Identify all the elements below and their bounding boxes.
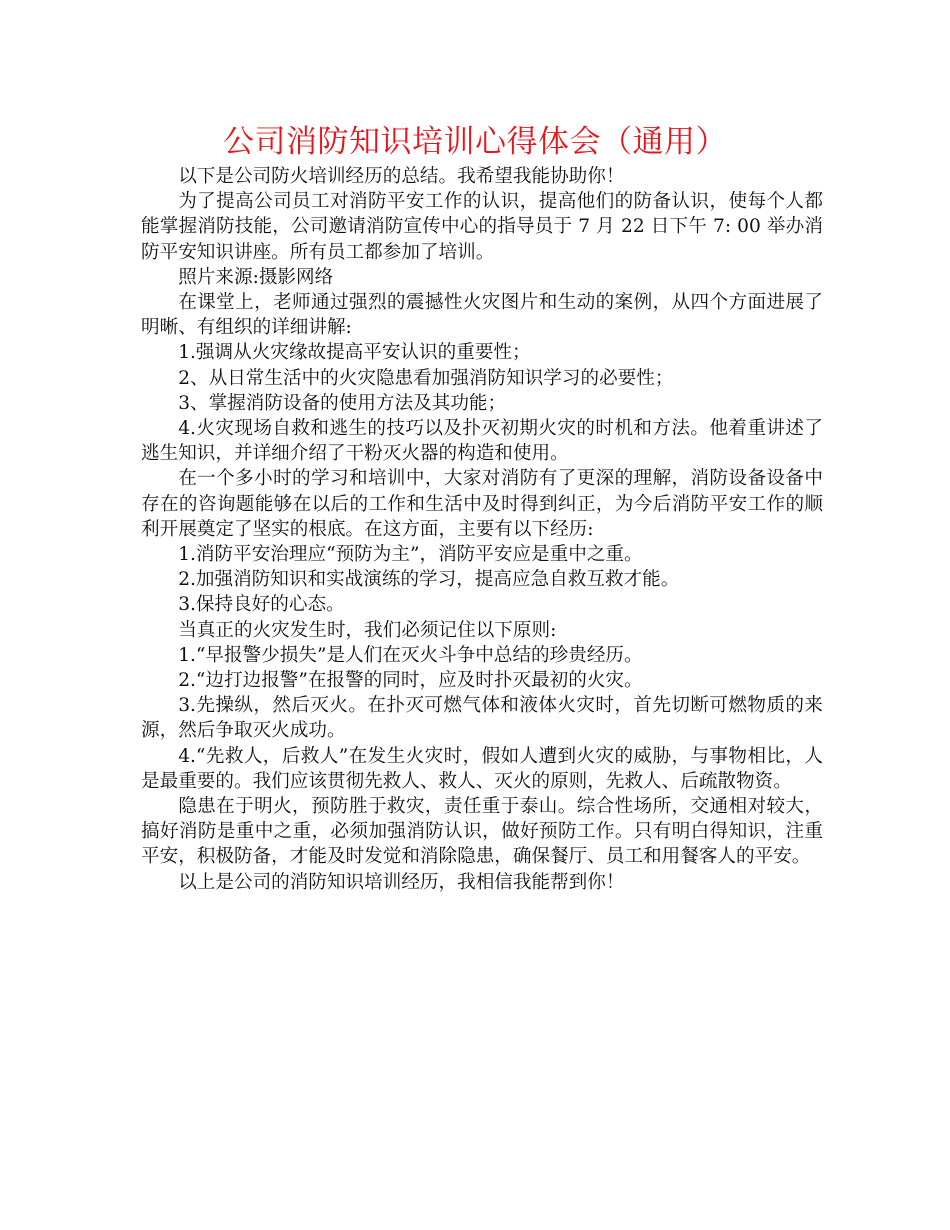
paragraph-principles: 当真正的火灾发生时，我们必须记住以下原则: — [178, 619, 557, 641]
list-item-principle-1: 1.“早报警少损失”是人们在灭火斗争中总结的珍贵经历。 — [178, 644, 643, 666]
paragraph-hazards: 隐患在于明火，预防胜于救灾，责任重于泰山。综合性场所，交通相对较大，搞好消防是重中之重，必须加强消防认识，做好预防工作。只有明白得知识，注重平安，积极防备，才能及时发觉和消除隐患，确保餐厅、员工和用餐客人的平安。 — [141, 796, 823, 868]
list-item-experience-3: 3.保持良好的心态。 — [178, 594, 345, 616]
list-item-lecture-1: 1.强调从火灾缘故提高平安认识的重要性； — [178, 342, 531, 364]
paragraph-lecture: 在课堂上，老师通过强烈的震撼性火灾图片和生动的案例，从四个方面进展了明晰、有组织的详细讲解: — [141, 292, 823, 339]
list-item-principle-4: 4.“先救人，后救人”在发生火灾时，假如人遭到火灾的威胁，与事物相比，人是最重要的。我们应该贯彻先救人、救人、灭火的原则，先救人、后疏散物资。 — [141, 745, 823, 792]
list-item-lecture-4: 4.火灾现场自救和逃生的技巧以及扑灭初期火灾的时机和方法。他着重讲述了逃生知识，并详细介绍了干粉灭火器的构造和使用。 — [141, 418, 823, 465]
list-item-principle-2: 2.“边打边报警”在报警的同时，应及时扑灭最初的火灾。 — [178, 670, 643, 692]
list-item-lecture-2: 2、从日常生活中的火灾隐患看加强消防知识学习的必要性； — [178, 367, 674, 389]
paragraph-background: 为了提高公司员工对消防平安工作的认识，提高他们的防备认识，使每个人都能掌握消防技能，公司邀请消防宣传中心的指导员于 7 月 22 日下午 7: 00 举办消防平安知识讲座。所有员工都参加了培训。 — [141, 191, 823, 263]
list-item-experience-2: 2.加强消防知识和实战演练的学习，提高应急自救互救才能。 — [178, 569, 680, 591]
list-item-principle-3: 3.先操纵，然后灭火。在扑灭可燃气体和液体火灾时，首先切断可燃物质的来源，然后争取灭火成功。 — [141, 695, 823, 742]
list-item-lecture-3: 3、掌握消防设备的使用方法及其功能； — [178, 392, 507, 414]
paragraph-photo-source: 照片来源:摄影网络 — [178, 266, 334, 288]
paragraph-conclusion: 以上是公司的消防知识培训经历，我相信我能帮到你！ — [178, 871, 625, 893]
document-title: 公司消防知识培训心得体会（通用） — [223, 124, 727, 160]
list-item-experience-1: 1.消防平安治理应“预防为主”，消防平安应是重中之重。 — [178, 544, 643, 566]
document-body — [141, 164, 823, 895]
paragraph-intro: 以下是公司防火培训经历的总结。我希望我能协助你！ — [178, 166, 625, 187]
paragraph-experience: 在一个多小时的学习和培训中，大家对消防有了更深的理解，消防设备设备中存在的咨询题能够在以后的工作和生活中及时得到纠正，为今后消防平安工作的顺利开展奠定了坚实的根底。在这方面，主要有以下经历: — [141, 468, 823, 540]
